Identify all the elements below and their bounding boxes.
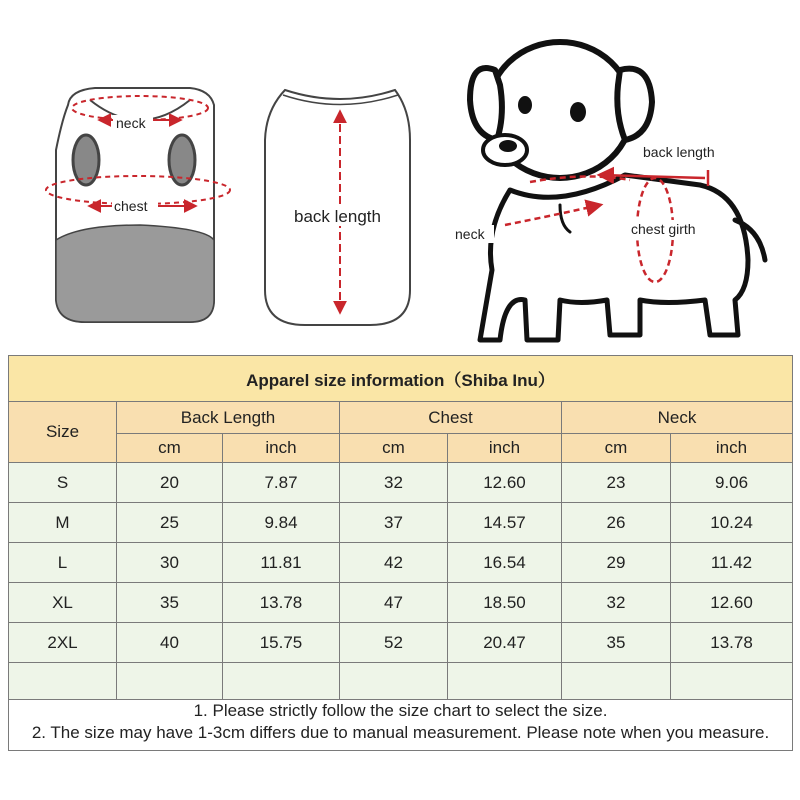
table-row <box>9 623 793 663</box>
value-cell: 20 <box>117 463 223 503</box>
neck-label: neck <box>116 115 146 131</box>
unit-header: inch <box>448 434 562 463</box>
value-cell: 7.87 <box>223 463 340 503</box>
value-cell: 35 <box>562 623 671 663</box>
value-cell: 35 <box>117 583 223 623</box>
unit-header: cm <box>562 434 671 463</box>
dog-illustration <box>470 42 765 340</box>
back-length-label: back length <box>294 207 381 226</box>
value-cell: 14.57 <box>448 503 562 543</box>
size-cell: XL <box>9 583 117 623</box>
value-cell: 11.42 <box>671 543 793 583</box>
vest-front-diagram <box>46 88 230 322</box>
value-cell: 18.50 <box>448 583 562 623</box>
value-cell: 9.06 <box>671 463 793 503</box>
value-cell: 11.81 <box>223 543 340 583</box>
value-cell: 25 <box>117 503 223 543</box>
value-cell: 30 <box>117 543 223 583</box>
table-row <box>9 463 793 503</box>
size-cell: L <box>9 543 117 583</box>
measurement-illustrations <box>0 0 800 355</box>
table-row <box>9 503 793 543</box>
note-2: 2. The size may have 1-3cm differs due to manual measurement. Please note when you measure. <box>31 723 770 742</box>
value-cell: 13.78 <box>223 583 340 623</box>
dog-neck-label: neck <box>455 226 485 242</box>
value-cell: 12.60 <box>448 463 562 503</box>
size-header: Size <box>9 402 117 463</box>
chest-label: chest <box>114 198 148 214</box>
unit-header: inch <box>223 434 340 463</box>
table-row <box>9 543 793 583</box>
dog-chest-girth-label: chest girth <box>631 221 696 237</box>
value-cell: 32 <box>562 583 671 623</box>
value-cell: 29 <box>562 543 671 583</box>
group-header-back-length: Back Length <box>117 402 340 434</box>
value-cell: 15.75 <box>223 623 340 663</box>
group-header-neck: Neck <box>562 402 793 434</box>
value-cell: 10.24 <box>671 503 793 543</box>
notes <box>9 700 793 751</box>
value-cell: 12.60 <box>671 583 793 623</box>
value-cell: 42 <box>340 543 448 583</box>
value-cell: 37 <box>340 503 448 543</box>
note-1: 1. Please strictly follow the size chart to select the size. <box>193 701 608 720</box>
size-chart-table <box>8 355 793 751</box>
value-cell: 20.47 <box>448 623 562 663</box>
value-cell: 23 <box>562 463 671 503</box>
group-header-chest: Chest <box>340 402 562 434</box>
value-cell: 13.78 <box>671 623 793 663</box>
value-cell: 40 <box>117 623 223 663</box>
value-cell: 47 <box>340 583 448 623</box>
size-cell: 2XL <box>9 623 117 663</box>
value-cell: 9.84 <box>223 503 340 543</box>
unit-header: cm <box>117 434 223 463</box>
size-cell: S <box>9 463 117 503</box>
unit-header: inch <box>671 434 793 463</box>
vest-back-diagram <box>265 90 410 325</box>
dog-back-length-label: back length <box>643 144 715 160</box>
value-cell: 32 <box>340 463 448 503</box>
unit-header: cm <box>340 434 448 463</box>
empty-row <box>9 663 793 700</box>
value-cell: 16.54 <box>448 543 562 583</box>
table-row <box>9 583 793 623</box>
table-title: Apparel size information（Shiba Inu） <box>9 356 793 402</box>
value-cell: 26 <box>562 503 671 543</box>
size-cell: M <box>9 503 117 543</box>
value-cell: 52 <box>340 623 448 663</box>
